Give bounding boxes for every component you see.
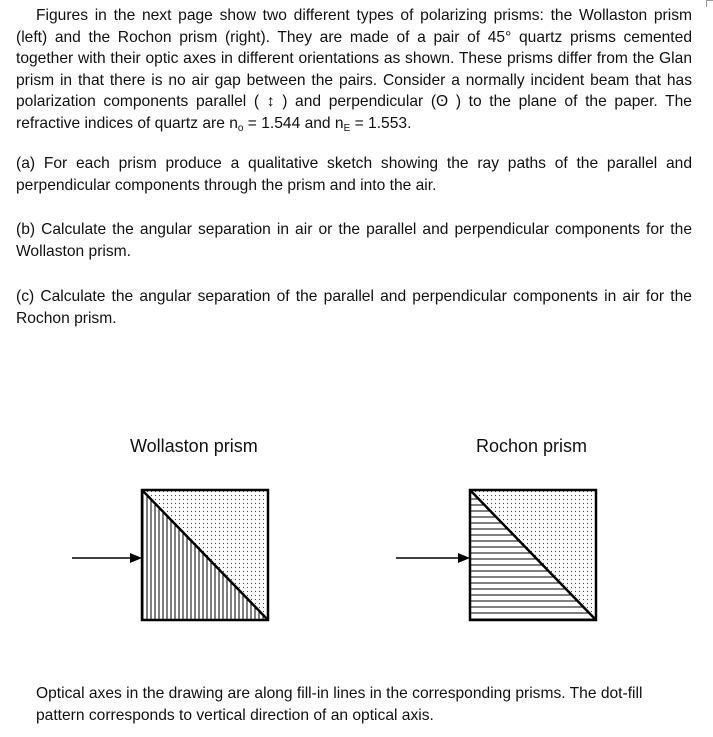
rochon-prism-diagram	[394, 486, 600, 622]
part-b-question: (b) Calculate the angular separation in air or the parallel and perpendicular components for the Wollaston prism.	[16, 221, 692, 260]
rochon-beam-arrow-icon	[458, 553, 470, 563]
figure-caption: Optical axes in the drawing are along fill-in lines in the corresponding prisms. The dot-fill pattern corresponds to vertical direction of an optical axis.	[36, 685, 643, 724]
intro-paragraph: Figures in the next page show two different types of polarizing prisms: the Wollaston prism (left) and the Rochon prism (right). They are made of a pair of 45° quartz prisms cemented together with their optic axes in different orientations as shown. These prisms differ from the Glan prism in that there is no air gap between the pairs. Consider a normally incident beam that has polarization components parallel ( ↕ ) and perpendicular (ʘ ) to the plane of the paper. The refractive indices of quartz are $n_o = 1.544$ and $n_E = 1.553$.	[16, 7, 692, 134]
part-a-question: (a) For each prism produce a qualitative sketch showing the ray paths of the parallel and perpendicular components through the prism and into the air.	[16, 155, 692, 194]
wollaston-prism-label: Wollaston prism	[130, 436, 258, 456]
page-corner-mark	[706, 0, 713, 7]
rochon-prism-label: Rochon prism	[476, 436, 588, 456]
parallel-polarization-symbol: ↕	[266, 93, 275, 110]
wollaston-prism-diagram	[70, 486, 272, 622]
wollaston-beam-arrow-icon	[130, 553, 142, 563]
part-c-question: (c) Calculate the angular separation of the parallel and perpendicular components in air for the Rochon prism.	[16, 288, 692, 327]
perpendicular-polarization-symbol: ʘ	[436, 93, 449, 110]
